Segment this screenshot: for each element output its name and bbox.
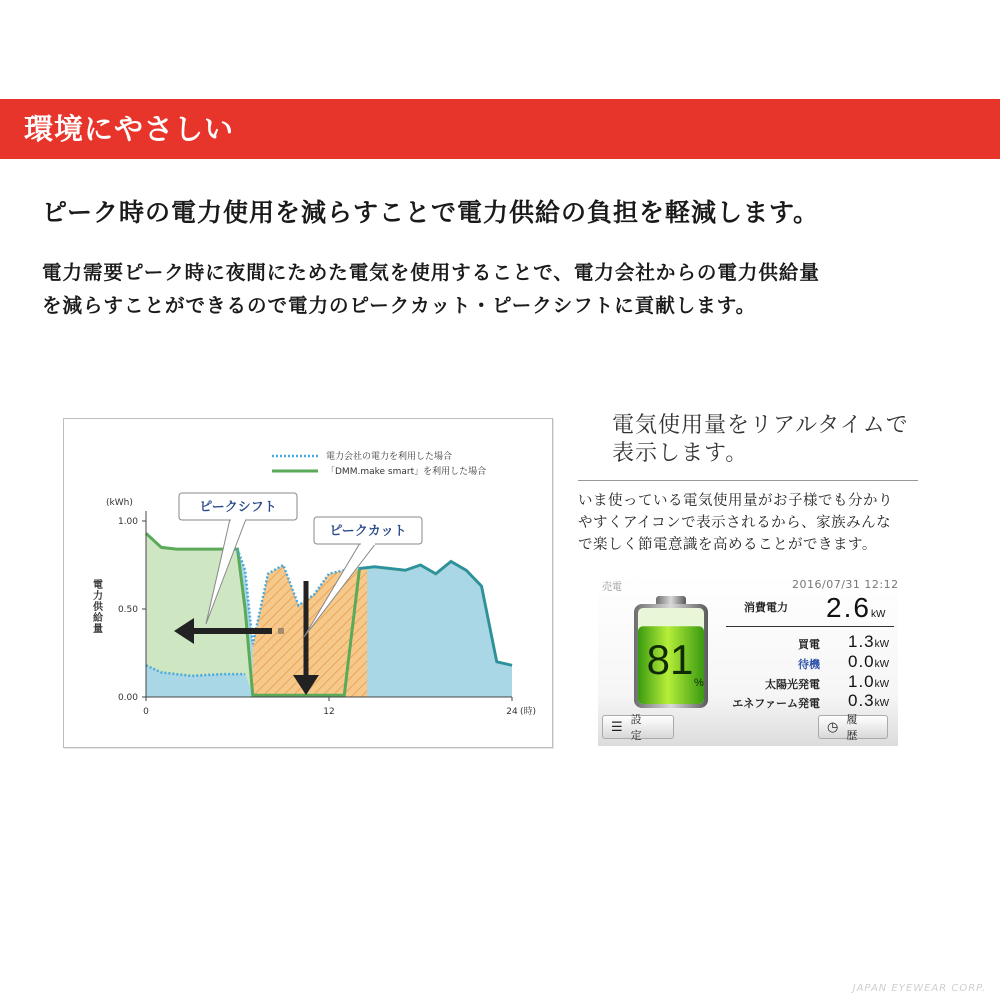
row-solar-number: 1.0 xyxy=(848,672,875,691)
x-tick-label: 12 xyxy=(323,707,335,717)
settings-button[interactable] xyxy=(602,713,674,742)
info-text-line-1: いま使っている電気使用量がお子様でも分かり xyxy=(578,493,893,509)
row-buy-label: 買電 xyxy=(798,638,820,651)
row-enefarm-number: 0.3 xyxy=(848,691,875,710)
consumption-value xyxy=(826,592,885,624)
row-enefarm-unit: kW xyxy=(874,698,890,709)
consumption-label: 消費電力 xyxy=(744,601,788,614)
y-tick-label: 0.00 xyxy=(117,693,138,703)
consumption-unit: kW xyxy=(870,609,886,620)
y-tick-label: 1.00 xyxy=(117,517,138,527)
y-tick-label: 0.50 xyxy=(117,605,138,615)
menu-icon: ☰ xyxy=(611,719,623,735)
description-line-2: を減らすことができるので電力のピークカット・ピークシフトに貢献します。 xyxy=(42,294,757,317)
clock-icon: ◷ xyxy=(827,719,839,735)
battery-icon xyxy=(630,594,712,710)
section-title: 環境にやさしい xyxy=(24,112,235,146)
info-text-line-2: やすくアイコンで表示されるから、家族みんな xyxy=(578,515,892,531)
legend-label-green: 「DMM.make smart」を利用した場合 xyxy=(326,467,487,477)
monitor-screen xyxy=(598,574,898,746)
row-standby-unit: kW xyxy=(874,659,890,670)
watermark: JAPAN EYEWEAR CORP. xyxy=(852,983,986,994)
info-title-line-1: 電気使用量をリアルタイムで xyxy=(612,413,909,438)
history-button-label: 履 歴 xyxy=(846,713,861,742)
power-supply-chart xyxy=(63,418,553,748)
row-buy-value xyxy=(848,632,889,652)
row-solar-unit: kW xyxy=(874,679,890,690)
row-standby-number: 0.0 xyxy=(848,652,875,671)
y-unit-label: (kWh) xyxy=(106,498,133,508)
legend-label-blue: 電力会社の電力を利用した場合 xyxy=(326,452,453,462)
x-tick-label: 0 xyxy=(143,707,149,717)
row-standby-value xyxy=(848,652,889,672)
row-buy xyxy=(718,632,896,652)
row-buy-unit: kW xyxy=(874,639,890,650)
row-enefarm xyxy=(718,691,896,711)
consumption-number: 2.6 xyxy=(826,592,871,623)
info-title-line-2: 表示します。 xyxy=(612,441,749,466)
row-enefarm-value xyxy=(848,691,889,711)
description-line-1: 電力需要ピーク時に夜間にためた電気を使用することで、電力会社からの電力供給量 xyxy=(42,261,820,284)
row-buy-number: 1.3 xyxy=(848,632,875,651)
row-solar xyxy=(718,672,896,692)
row-standby-label: 待機 xyxy=(798,658,820,671)
row-solar-label: 太陽光発電 xyxy=(765,678,820,691)
history-button[interactable] xyxy=(818,713,888,742)
callout-peak-cut-joint xyxy=(361,541,375,545)
y-axis-label: 電力供給量 xyxy=(90,579,102,634)
info-text xyxy=(578,490,893,556)
consumption-divider xyxy=(726,626,894,627)
x-unit-label: (時) xyxy=(520,707,537,717)
row-enefarm-label: エネファーム発電 xyxy=(732,697,820,710)
callout-peak-cut-label: ピークカット xyxy=(329,524,407,539)
chart-canvas xyxy=(64,419,552,747)
info-title xyxy=(612,412,909,468)
battery-percent: 81 xyxy=(646,636,694,683)
sell-label: 売電 xyxy=(602,582,622,593)
row-standby xyxy=(718,652,896,672)
info-text-line-3: で楽しく節電意識を高めることができます。 xyxy=(578,537,877,553)
section-banner xyxy=(0,99,1000,159)
callout-peak-shift-joint xyxy=(231,517,245,521)
description xyxy=(42,256,982,322)
headline: ピーク時の電力使用を減らすことで電力供給の負担を軽減します。 xyxy=(42,198,820,227)
percent-sign: % xyxy=(694,677,704,689)
settings-button-label: 設 定 xyxy=(630,713,645,742)
datetime: 2016/07/31 12:12 xyxy=(792,578,899,591)
x-tick-label: 24 xyxy=(506,707,518,717)
callout-peak-shift-label: ピークシフト xyxy=(199,500,277,515)
info-divider xyxy=(578,480,918,481)
row-solar-value xyxy=(848,672,889,692)
